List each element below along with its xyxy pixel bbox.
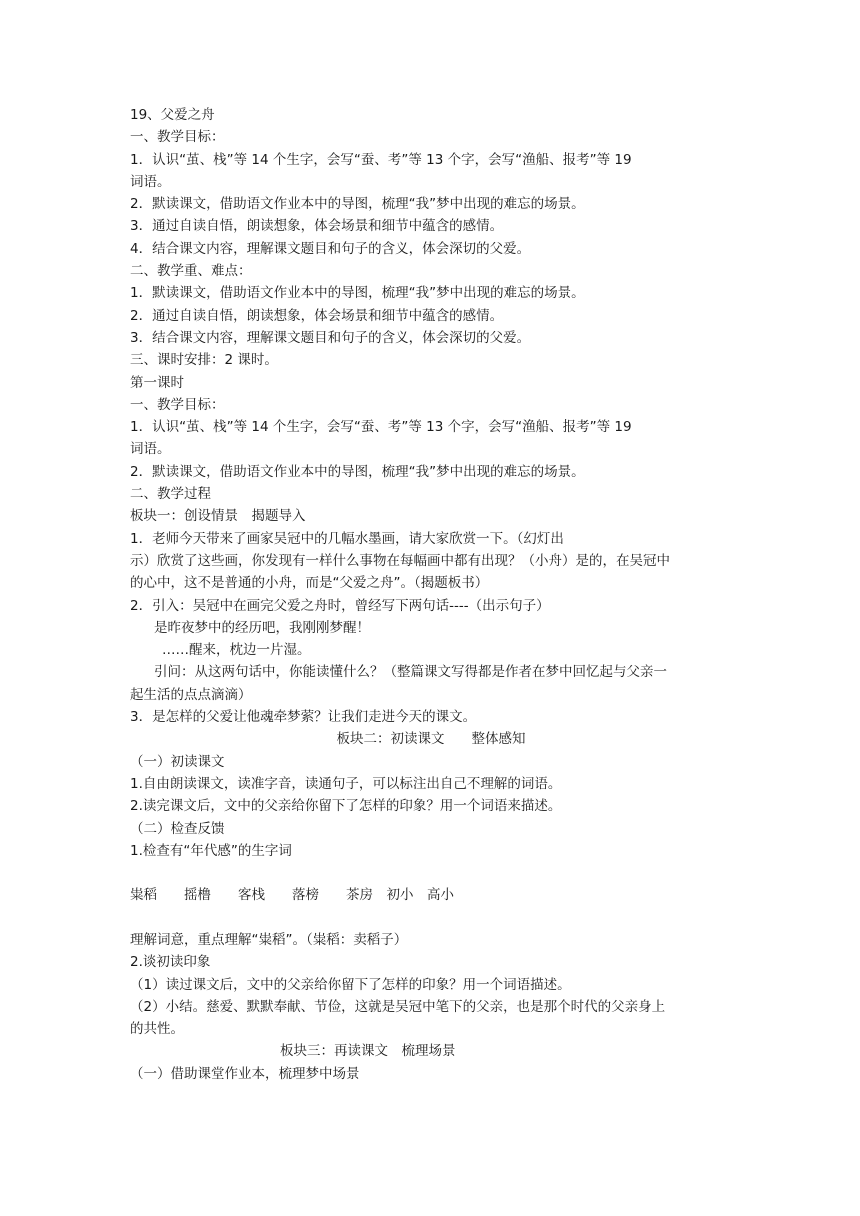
question-paragraph: 引问：从这两句话中，你能读懂什么？（整篇课文写得都是作者在梦中回忆起与父亲一 — [154, 664, 667, 681]
objective-item-3: 3．通过自读自悟，朗读想象，体会场景和细节中蕴含的感情。 — [130, 218, 504, 235]
section-heading-objectives: 一、教学目标： — [130, 129, 225, 146]
vocab-explanation: 理解词意，重点理解“粜稻”。（粜稻：卖稻子） — [130, 931, 408, 948]
objective-item-1: 1．认识“茧、栈”等 14 个生字，会写“蚕、考”等 13 个字，会写“渔船、报考”等 19 — [130, 151, 632, 168]
period-objectives-heading: 一、教学目标： — [130, 396, 225, 413]
process-heading: 二、教学过程 — [130, 486, 211, 503]
process-paragraph-2: 2．引入：吴冠中在画完父爱之舟时，曾经写下两句话----（出示句子） — [130, 597, 550, 614]
vocab-check-item: 1.检查有“年代感”的生字词 — [130, 842, 292, 859]
process-paragraph-1: 1．老师今天带来了画家吴冠中的几幅水墨画，请大家欣赏一下。（幻灯出 — [130, 530, 564, 547]
period-objective-item-1-cont: 词语。 — [130, 441, 171, 458]
lesson-title: 19、父爱之舟 — [130, 107, 215, 123]
vocab-word-list: 粜稻 摇橹 客栈 落榜 茶房 初小 高小 — [130, 887, 454, 904]
process-paragraph-3: 3．是怎样的父爱让他魂牵梦萦？让我们走进今天的课文。 — [130, 709, 477, 726]
feedback-heading: （二）检查反馈 — [130, 820, 225, 837]
document-body — [130, 104, 732, 1085]
process-paragraph-1-cont-2: 的心中，这不是普通的小舟，而是“父爱之舟”。（揭题板书） — [130, 575, 489, 592]
blank-line — [130, 907, 732, 929]
key-point-item-1: 1．默读课文，借助语文作业本中的导图，梳理“我”梦中出现的难忘的场景。 — [130, 285, 585, 302]
impression-question: （1）读过课文后，文中的父亲给你留下了怎样的印象？用一个词语描述。 — [130, 976, 571, 993]
impression-item: 2.谈初读印象 — [130, 954, 211, 971]
block-1-heading: 板块一：创设情景 揭题导入 — [130, 508, 306, 525]
objective-item-4: 4．结合课文内容，理解课文题目和句子的含义，体会深切的父爱。 — [130, 240, 531, 257]
quote-line-1: 是昨夜梦中的经历吧，我刚刚梦醒！ — [154, 619, 370, 636]
scene-heading: （一）借助课堂作业本，梳理梦中场景 — [130, 1065, 360, 1082]
process-paragraph-1-cont: 示）欣赏了这些画，你发现有一样什么事物在每幅画中都有出现？（小舟）是的，在吴冠中 — [130, 552, 670, 569]
section-heading-schedule: 三、课时安排：2 课时。 — [130, 352, 278, 369]
reading-item-1: 1.自由朗读课文，读准字音，读通句子，可以标注出自己不理解的词语。 — [130, 775, 562, 792]
lesson-period-heading: 第一课时 — [130, 374, 184, 391]
block-2-heading: 板块二：初读课文 整体感知 — [336, 731, 526, 748]
key-point-item-2: 2．通过自读自悟，朗读想象，体会场景和细节中蕴含的感情。 — [130, 307, 504, 324]
key-point-item-3: 3．结合课文内容，理解课文题目和句子的含义，体会深切的父爱。 — [130, 329, 531, 346]
summary-paragraph-cont: 的共性。 — [130, 1021, 184, 1038]
block-3-heading: 板块三：再读课文 梳理场景 — [280, 1043, 456, 1060]
period-objective-item-2: 2．默读课文，借助语文作业本中的导图，梳理“我”梦中出现的难忘的场景。 — [130, 463, 585, 480]
reading-item-2: 2.读完课文后，文中的父亲给你留下了怎样的印象？用一个词语来描述。 — [130, 798, 562, 815]
objective-item-1-cont: 词语。 — [130, 173, 171, 190]
period-objective-item-1: 1．认识“茧、栈”等 14 个生字，会写“蚕、考”等 13 个字，会写“渔船、报考”等 19 — [130, 419, 632, 436]
quote-line-2: ……醒来，枕边一片湿。 — [162, 642, 311, 659]
blank-line — [130, 862, 732, 884]
question-paragraph-cont: 起生活的点点滴滴） — [130, 686, 252, 703]
section-heading-key-points: 二、教学重、难点： — [130, 263, 252, 280]
reading-heading: （一）初读课文 — [130, 753, 225, 770]
summary-paragraph: （2）小结。慈爱、默默奉献、节俭，这就是吴冠中笔下的父亲，也是那个时代的父亲身上 — [130, 998, 666, 1015]
objective-item-2: 2．默读课文，借助语文作业本中的导图，梳理“我”梦中出现的难忘的场景。 — [130, 196, 585, 213]
